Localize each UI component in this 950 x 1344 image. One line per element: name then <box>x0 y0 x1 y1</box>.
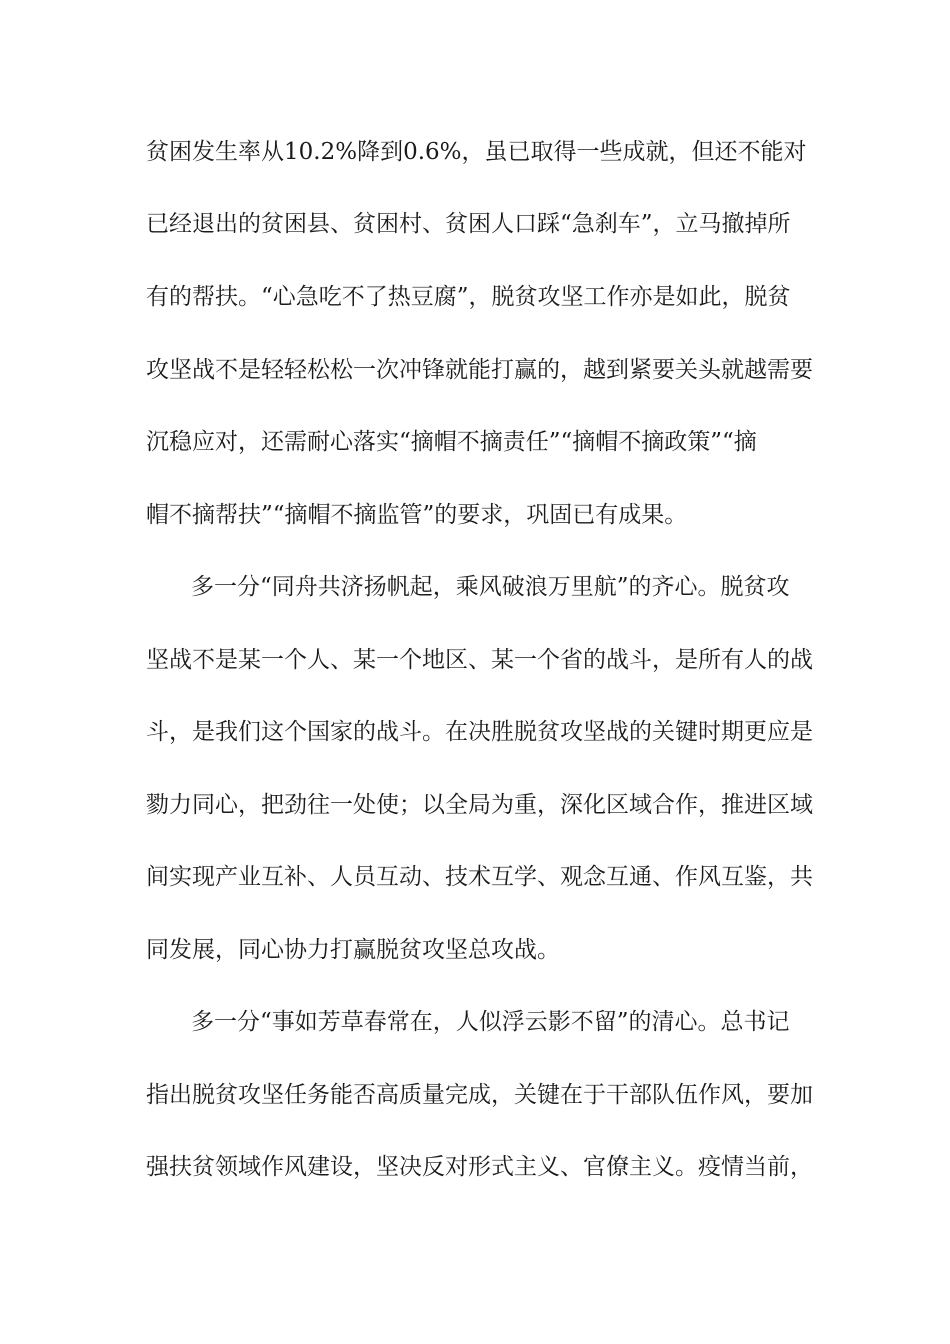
text-line: 帽不摘帮扶”“摘帽不摘监管”的要求，巩固已有成果。 <box>146 502 688 528</box>
text-line: 坚战不是某一个人、某一个地区、某一个省的战斗，是所有人的战 <box>146 647 813 673</box>
paragraph-first-line: 多一分“同舟共济扬帆起，乘风破浪万里航”的齐心。脱贫攻 <box>191 574 790 600</box>
text-line: 间实现产业互补、人员互动、技术互学、观念互通、作风互鉴，共 <box>146 864 813 890</box>
text-line: 强扶贫领域作风建设，坚决反对形式主义、官僚主义。疫情当前， <box>146 1154 813 1180</box>
paragraph-first-line: 多一分“事如芳草春常在，人似浮云影不留”的清心。总书记 <box>191 1009 790 1035</box>
text-line: 有的帮扶。“心急吃不了热豆腐”，脱贫攻坚工作亦是如此，脱贫 <box>146 284 791 310</box>
text-line: 攻坚战不是轻轻松松一次冲锋就能打赢的，越到紧要关头就越需要 <box>146 357 813 383</box>
text-line: 贫困发生率从10.2%降到0.6%，虽已取得一些成就，但还不能对 <box>146 139 807 165</box>
text-line: 已经退出的贫困县、贫困村、贫困人口踩“急刹车”，立马撤掉所 <box>146 211 791 237</box>
text-line: 同发展，同心协力打赢脱贫攻坚总攻战。 <box>146 937 560 963</box>
text-line: 勠力同心，把劲往一处使；以全局为重，深化区域合作，推进区域 <box>146 792 813 818</box>
text-line: 指出脱贫攻坚任务能否高质量完成，关键在于干部队伍作风，要加 <box>146 1082 813 1108</box>
text-line: 沉稳应对，还需耐心落实“摘帽不摘责任”“摘帽不摘政策”“摘 <box>146 429 757 455</box>
text-line: 斗，是我们这个国家的战斗。在决胜脱贫攻坚战的关键时期更应是 <box>146 719 813 745</box>
